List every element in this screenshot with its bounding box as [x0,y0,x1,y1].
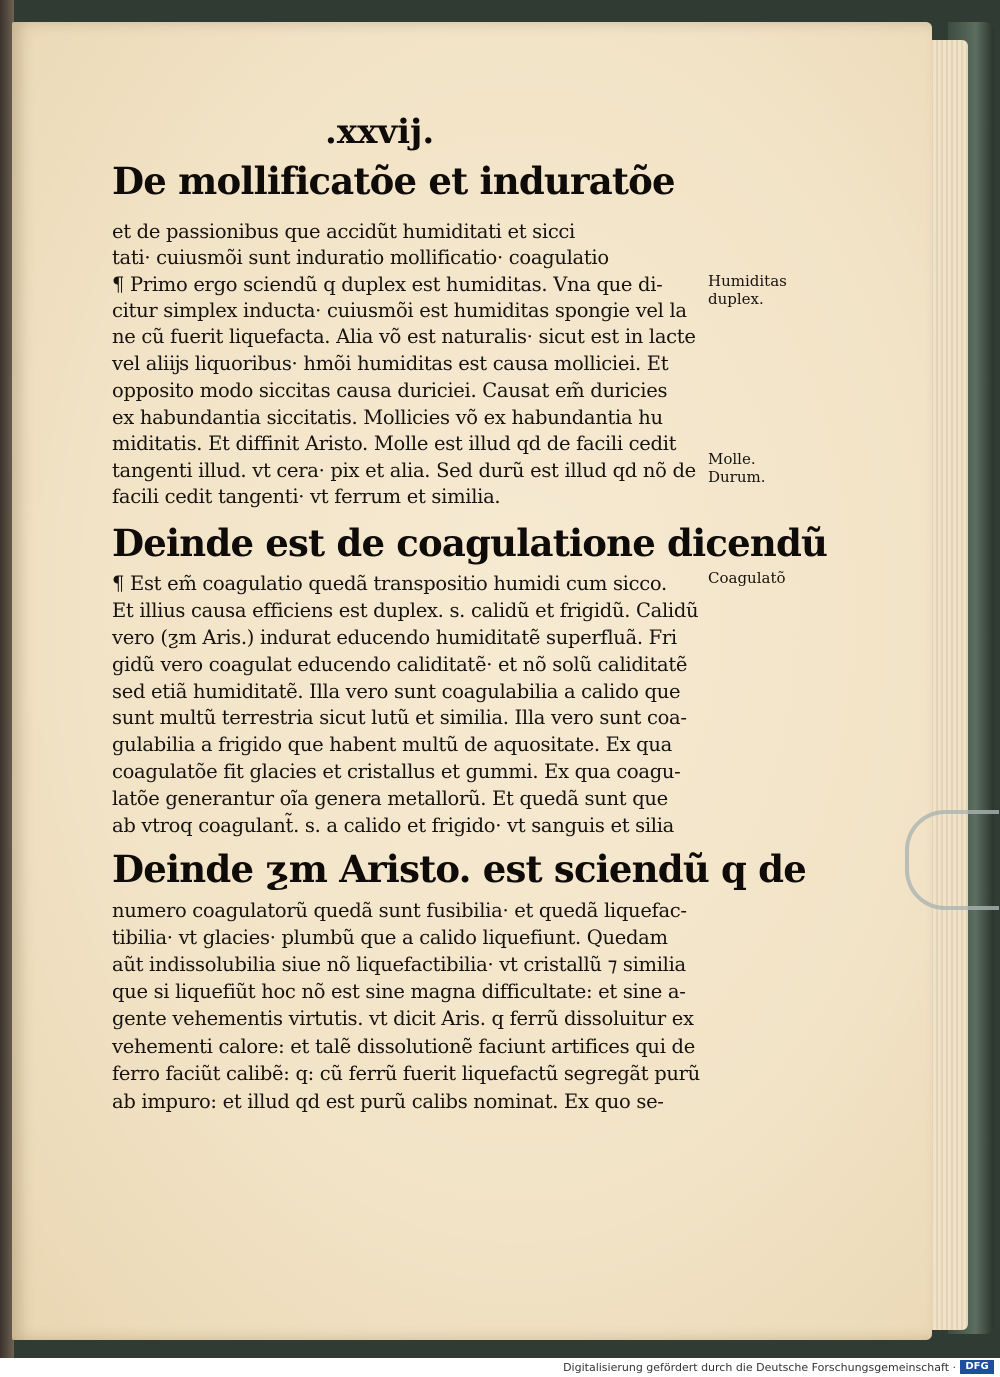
margin-note: Durum. [708,468,766,486]
folio-number: .xxvij. [325,112,435,152]
text-line: vehementi calore: et talẽ dissolutionẽ faciunt artifices qui de [112,1035,695,1058]
text-line: latõe generantur oĩa genera metallorũ. Et quedã sunt que [112,787,668,810]
text-line: ab vtroq coagulant̃. s. a calido et frigido· vt sanguis et silia [112,814,674,837]
text-line: sunt multũ terrestria sicut lutũ et similia. Illa vero sunt coa- [112,706,687,729]
text-line: Et illius causa efficiens est duplex. s. calidũ et frigidũ. Calidũ [112,599,699,622]
text-line: vero (ƺm Aris.) indurat educendo humiditatẽ superfluã. Fri [112,626,677,649]
text-line: gidũ vero coagulat educendo caliditatẽ· et nõ solũ caliditatẽ [112,653,688,676]
text-line: que si liquefiũt hoc nõ est sine magna difficultate: et sine a- [112,980,686,1003]
text-line: facili cedit tangenti· vt ferrum et similia. [112,485,501,508]
text-line: aũt indissolubilia siue nõ liquefactibilia· vt cristallũ ⁊ similia [112,953,686,976]
text-line: vel aliĳs liquoribus· hmõi humiditas est causa molliciei. Et [112,352,669,375]
text-line: sed etiã humiditatẽ. Illa vero sunt coagulabilia a calido que [112,680,681,703]
text-line: tibilia· vt glacies· plumbũ que a calido liquefiunt. Quedam [112,926,668,949]
margin-note: Coagulatõ [708,569,786,587]
text-line: tangenti illud. vt cera· pix et alia. Sed durũ est illud qd nõ de [112,459,696,482]
text-line: opposito modo siccitas causa duriciei. Causat em̃ duricies [112,379,668,402]
text-line: et de passionibus que accidũt humiditati et sicci [112,220,575,243]
text-line: miditatis. Et diffinit Aristo. Molle est illud qd de facili cedit [112,432,677,455]
text-line: ex habundantia siccitatis. Mollicies võ ex habundantia hu [112,406,663,429]
dfg-logo: DFG [960,1360,994,1374]
text-line: ¶ Est em̃ coagulatio quedã transpositio humidi cum sicco. [112,572,667,595]
text-line: ab impuro: et illud qd est purũ calibs nominat. Ex quo se- [112,1090,664,1113]
margin-note: Molle. [708,450,756,468]
text-line: numero coagulatorũ quedã sunt fusibilia· et quedã liquefac- [112,899,687,922]
margin-note: Humiditas [708,272,787,290]
text-line: ne cũ fuerit liquefacta. Alia võ est naturalis· sicut est in lacte [112,325,696,348]
text-line: gulabilia a frigido que habent multũ de aquositate. Ex qua [112,733,672,756]
text-line: ferro faciũt calibẽ: q: cũ ferrũ fuerit liquefactũ segregãt purũ [112,1062,700,1085]
chapter-heading: De mollificatõe et induratõe [112,159,675,203]
text-line: citur simplex inducta· cuiusmõi est humiditas spongie vel la [112,299,687,322]
section-heading: Deinde ƺm Aristo. est sciendũ q de [112,847,806,891]
margin-note: duplex. [708,290,764,308]
text-line: gente vehementis virtutis. vt dicit Aris. q ferrũ dissoluitur ex [112,1007,694,1030]
footer-credit: Digitalisierung gefördert durch die Deutsche Forschungsgemeinschaft · [563,1361,956,1374]
text-line: tati· cuiusmõi sunt induratio mollificatio· coagulatio [112,246,609,269]
text-line: coagulatõe fit glacies et cristallus et gummi. Ex qua coagu- [112,760,681,783]
text-line: ¶ Primo ergo sciendũ q duplex est humiditas. Vna que di- [112,273,663,296]
section-heading: Deinde est de coagulatione dicendũ [112,521,828,565]
